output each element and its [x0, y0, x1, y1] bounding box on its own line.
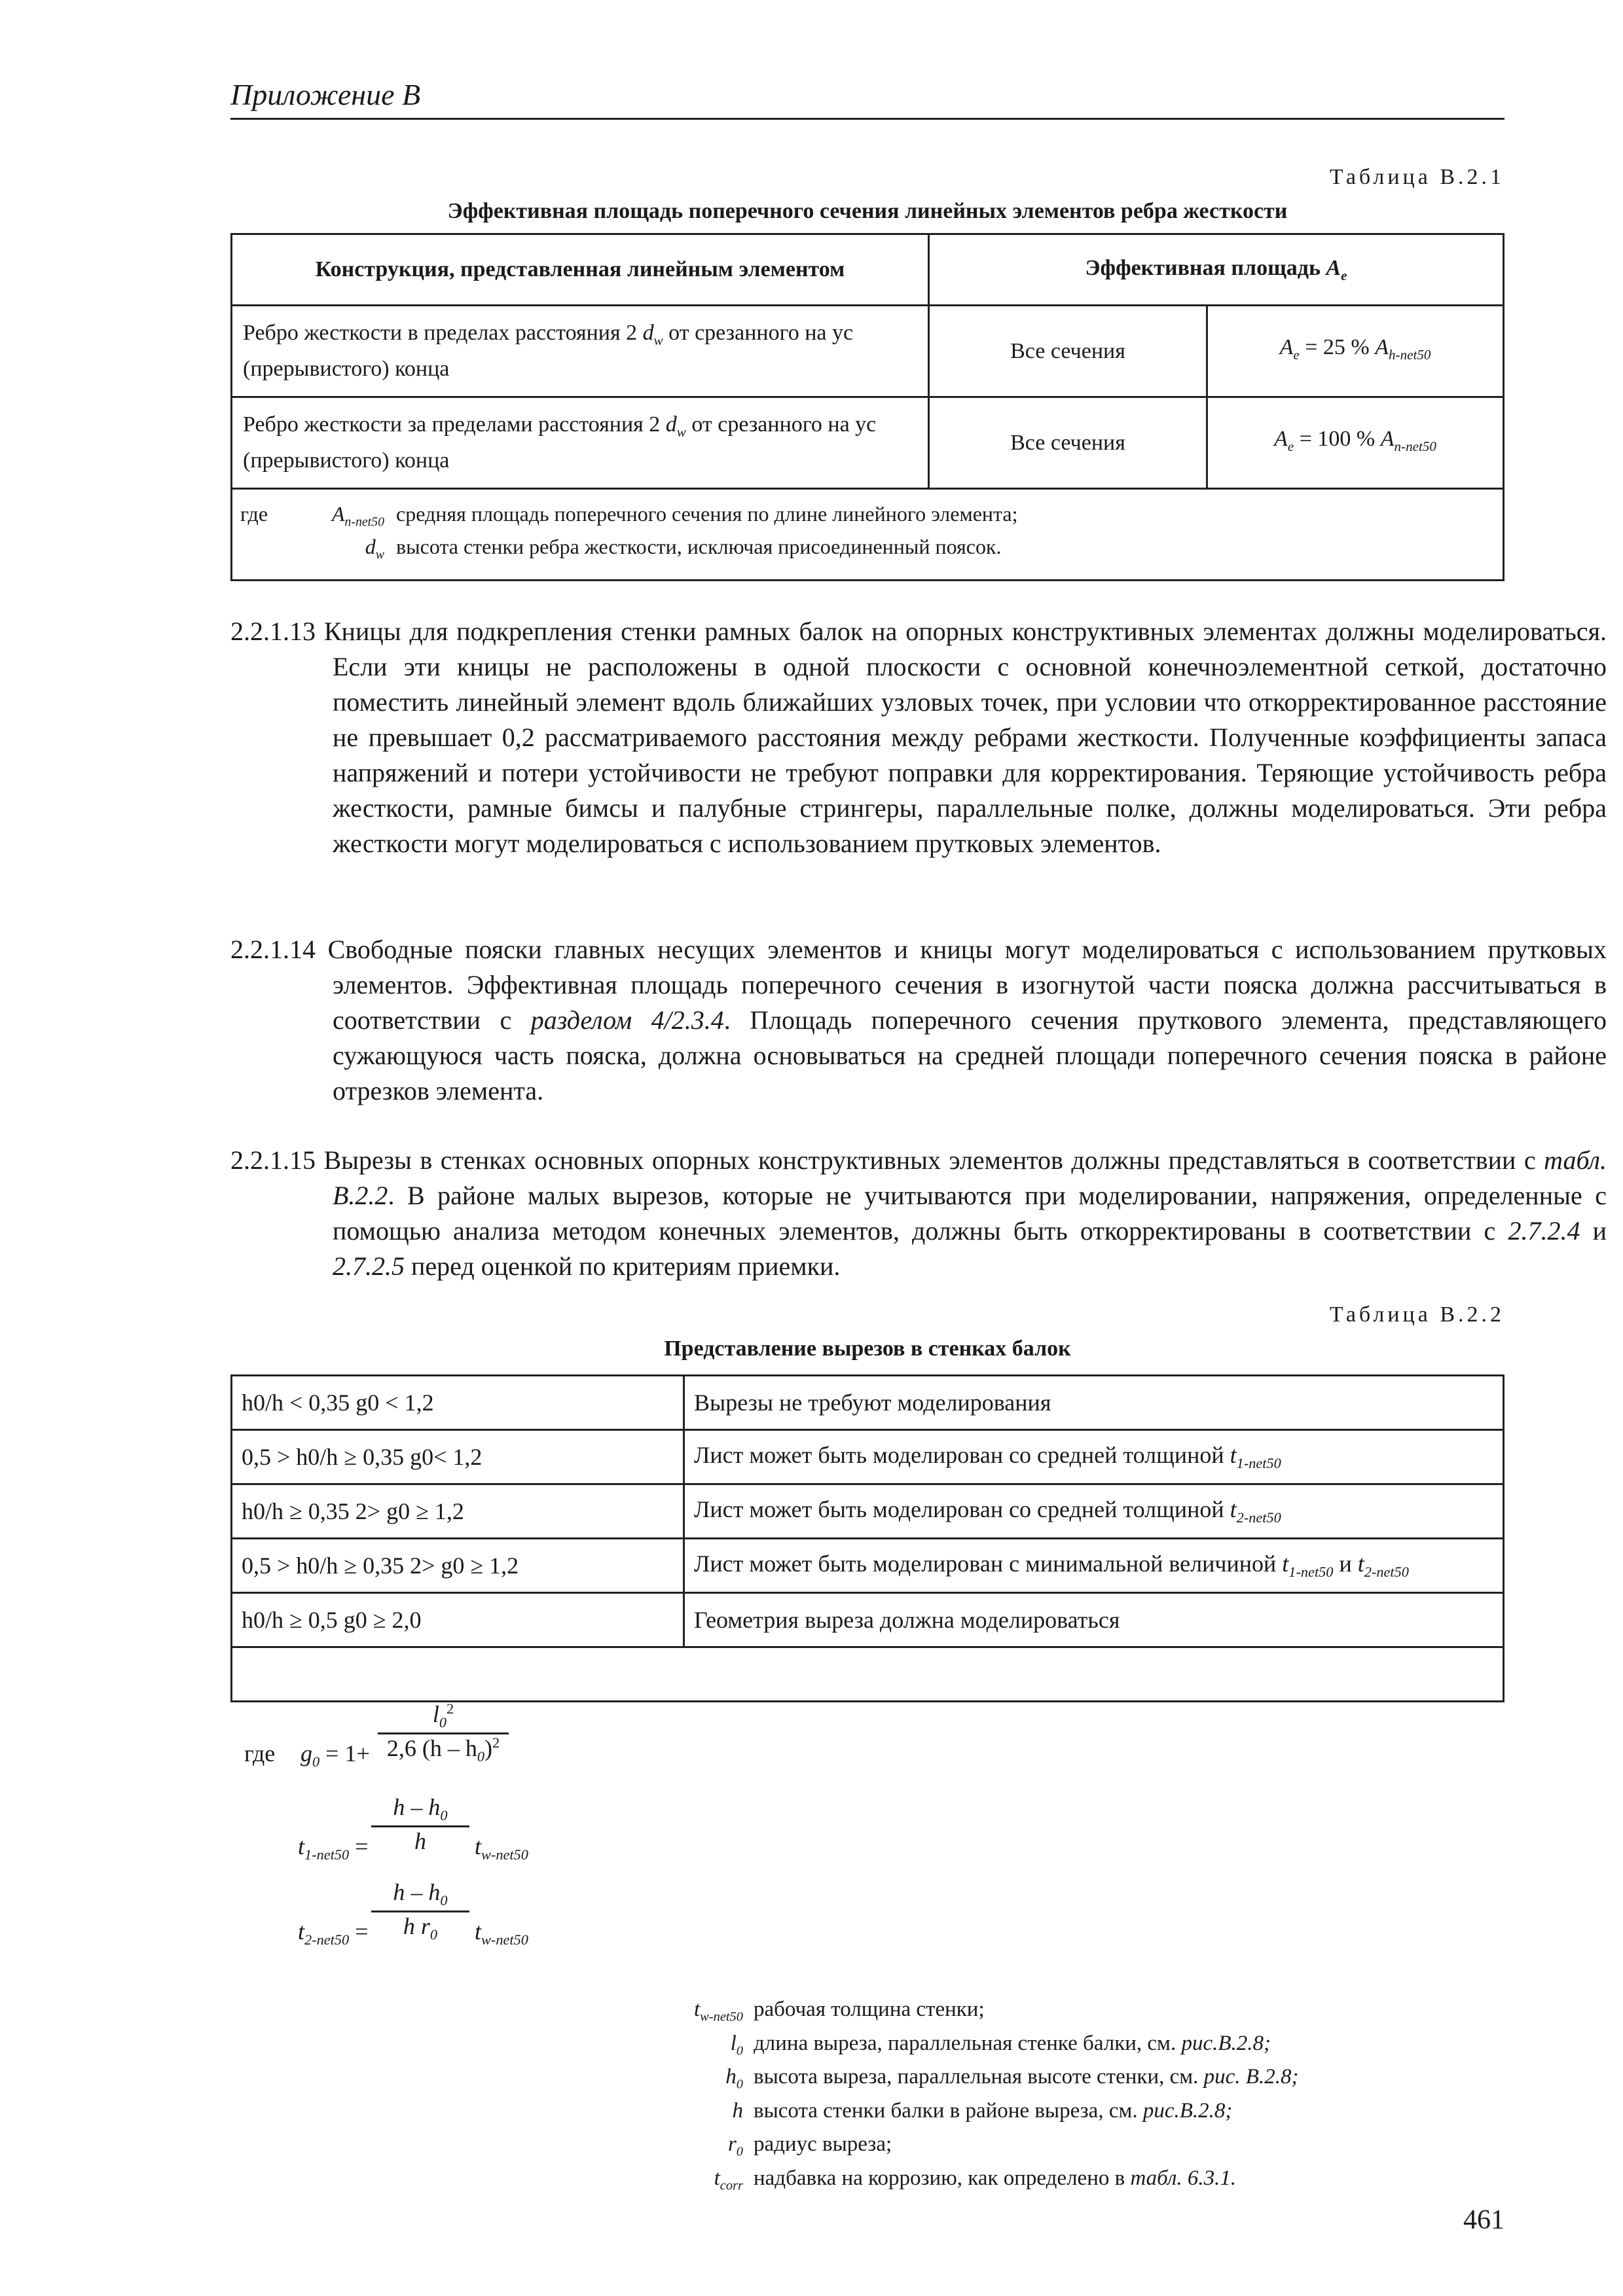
table-cell-condition: h0/h ≥ 0,5 g0 ≥ 2,0 [232, 1593, 684, 1647]
link-2-7-2-5[interactable]: 2.7.2.5 [333, 1251, 405, 1281]
table-row [232, 1593, 1504, 1647]
table-cell-description: Лист может быть моделирован со средней толщиной $t_{2-net50}$ [684, 1484, 1504, 1539]
table2-where-row [232, 1647, 1504, 1702]
header-title: Приложение B [230, 78, 421, 111]
table2-title: Представление вырезов в стенках балок [664, 1336, 1071, 1361]
table-cell-sections: Все сечения [929, 397, 1207, 489]
table1-title: Эффективная площадь поперечного сечения линейных элементов ребра жесткости [447, 199, 1288, 223]
table-row [232, 1484, 1504, 1539]
table-row [232, 397, 1504, 489]
legend-item: $r_0$ радиус выреза; [727, 2132, 892, 2159]
formula-g0-fraction: $\frac{l_0^2}{2,6 (h - h_0)^2}$ [378, 1700, 509, 1765]
page-header [230, 77, 1504, 120]
table-header-row [232, 234, 1504, 306]
table-cell-condition: 0,5 > h0/h ≥ 0,35 2> g0 ≥ 1,2 [232, 1539, 684, 1593]
legend-item: h высота стенки балки в районе выреза, см. рис.B.2.8; [732, 2098, 1233, 2123]
legend-item: $h_0$ высота выреза, параллельная высоте стенки, см. рис. B.2.8; [725, 2065, 1299, 2092]
link-2-7-2-4[interactable]: 2.7.2.4 [1508, 1216, 1580, 1246]
table-cell-condition: h0/h < 0,35 g0 < 1,2 [232, 1376, 684, 1430]
formula-t1-rhs: $t_{w-net50}$ [475, 1833, 528, 1863]
table-row [232, 306, 1504, 397]
table-row [232, 1539, 1504, 1593]
table-cell-description: Вырезы не требуют моделирования [684, 1376, 1504, 1430]
table-cell-construction: Ребро жесткости за пределами расстояния 2 $d_w$ от срезанного на ус (прерывистого) конца [232, 397, 929, 489]
table-cell-construction: Ребро жесткости в пределах расстояния 2 $d_w$ от срезанного на ус (прерывистого) конца [232, 306, 929, 397]
legend-item: $t_{corr}$ надбавка на коррозию, как определено в табл. 6.3.1. [714, 2166, 1237, 2193]
table1-where: где $A_{n-net50}$ средняя площадь поперечного сечения по длине линейного элемента; $d_w$ высота стенки ребра жесткости, исключая присоединенный поясок. [232, 489, 1504, 581]
link-table-b22[interactable]: табл. B.2.2 [333, 1145, 1607, 1210]
formula-g0-lhs: $g_0 = 1+$ [301, 1740, 370, 1770]
table-cell-condition: h0/h ≥ 0,35 2> g0 ≥ 1,2 [232, 1484, 684, 1539]
page-number: 461 [1463, 2205, 1504, 2235]
table-b22 [230, 1374, 1504, 2193]
table-cell-sections: Все сечения [929, 306, 1207, 397]
col-header-construction: Конструкция, представленная линейным элементом [232, 234, 929, 306]
paragraph-2-2-1-15: 2.2.1.15 Вырезы в стенках основных опорных конструктивных элементов должны представляться в соответствии с табл. B.2.2. В районе малых вырезов, которые не учитываются при моделировании, напряжения, определенные с помощью анализа методом конечных элементов, должны быть откорректированы в соответствии с 2.7.2.4 и 2.7.2.5 перед оценкой по критериям приемки. [230, 1145, 1607, 1281]
table-cell-description: Лист может быть моделирован со средней толщиной $t_{1-net50}$ [684, 1430, 1504, 1484]
formula-t2-lhs: $t_{2-net50}$ = [298, 1918, 369, 1948]
legend-item: $t_{w-net50}$ рабочая толщина стенки; [693, 1998, 985, 2024]
formula-t2-fraction: $\frac{h - h_0}{h r_0}$ [371, 1878, 469, 1943]
legend-list [232, 1996, 1298, 2199]
table-cell-formula: $A_e = 100$ % $A_{n-net50}$ [1207, 397, 1504, 489]
formula-t1-lhs: $t_{1-net50}$ = [298, 1833, 369, 1863]
paragraph-2-2-1-13: 2.2.1.13 Кницы для подкрепления стенки рамных балок на опорных конструктивных элементах должны моделироваться. Если эти кницы не расположены в одной плоскости с основной конечноэлементной сеткой, достаточно поместить линейный элемент вдоль ближайших узловых точек, при условии что откорректированное расстояние не превышает 0,2 рассматриваемого расстояния между ребрами жесткости. Полученные коэффициенты запаса напряжений и потери устойчивости не требуют поправки для корректирования. Теряющие устойчивость ребра жесткости, рамные бимсы и палубные стрингеры, параллельные полке, должны моделироваться. Эти ребра жесткости могут моделироваться с использованием прутковых элементов. [230, 617, 1607, 858]
table-row [232, 1376, 1504, 1430]
table-where-row [232, 489, 1504, 581]
table-cell-formula: $A_e = 25$ % $A_{h-net50}$ [1207, 306, 1504, 397]
table2-caption: Таблица B.2.2 [1329, 1302, 1504, 1327]
where-label: где [244, 1740, 276, 1767]
table-cell-description: Лист может быть моделирован с минимальной величиной $t_{1-net50}$ и $t_{2-net50}$ [684, 1539, 1504, 1593]
link-section-4-2-3-4[interactable]: разделом 4/2.3.4 [530, 1005, 724, 1035]
formula-t2-rhs: $t_{w-net50}$ [475, 1918, 528, 1948]
paragraph-2-2-1-14: 2.2.1.14 Свободные пояски главных несущих элементов и кницы могут моделироваться с использованием прутковых элементов. Эффективная площадь поперечного сечения в изогнутой части пояска должна рассчитываться в соответствии с разделом 4/2.3.4. Площадь поперечного сечения пруткового элемента, представляющего сужающуюся часть пояска, должна основываться на средней площади поперечного сечения пояска в районе отрезков элемента. [230, 935, 1607, 1105]
table-row [232, 1430, 1504, 1484]
table-cell-condition: 0,5 > h0/h ≥ 0,35 g0< 1,2 [232, 1430, 684, 1484]
legend-item: $l_0$ длина выреза, параллельная стенке балки, см. рис.B.2.8; [730, 2031, 1271, 2058]
table1-caption: Таблица B.2.1 [1329, 165, 1504, 189]
table2-formulas [232, 1647, 1504, 2193]
table-b21 [230, 233, 1504, 581]
formula-t1-fraction: $\frac{h - h_0}{h}$ [371, 1793, 469, 1855]
col-header-area: Эффективная площадь $A_e$ [929, 234, 1504, 306]
table-cell-description: Геометрия выреза должна моделироваться [684, 1593, 1504, 1647]
